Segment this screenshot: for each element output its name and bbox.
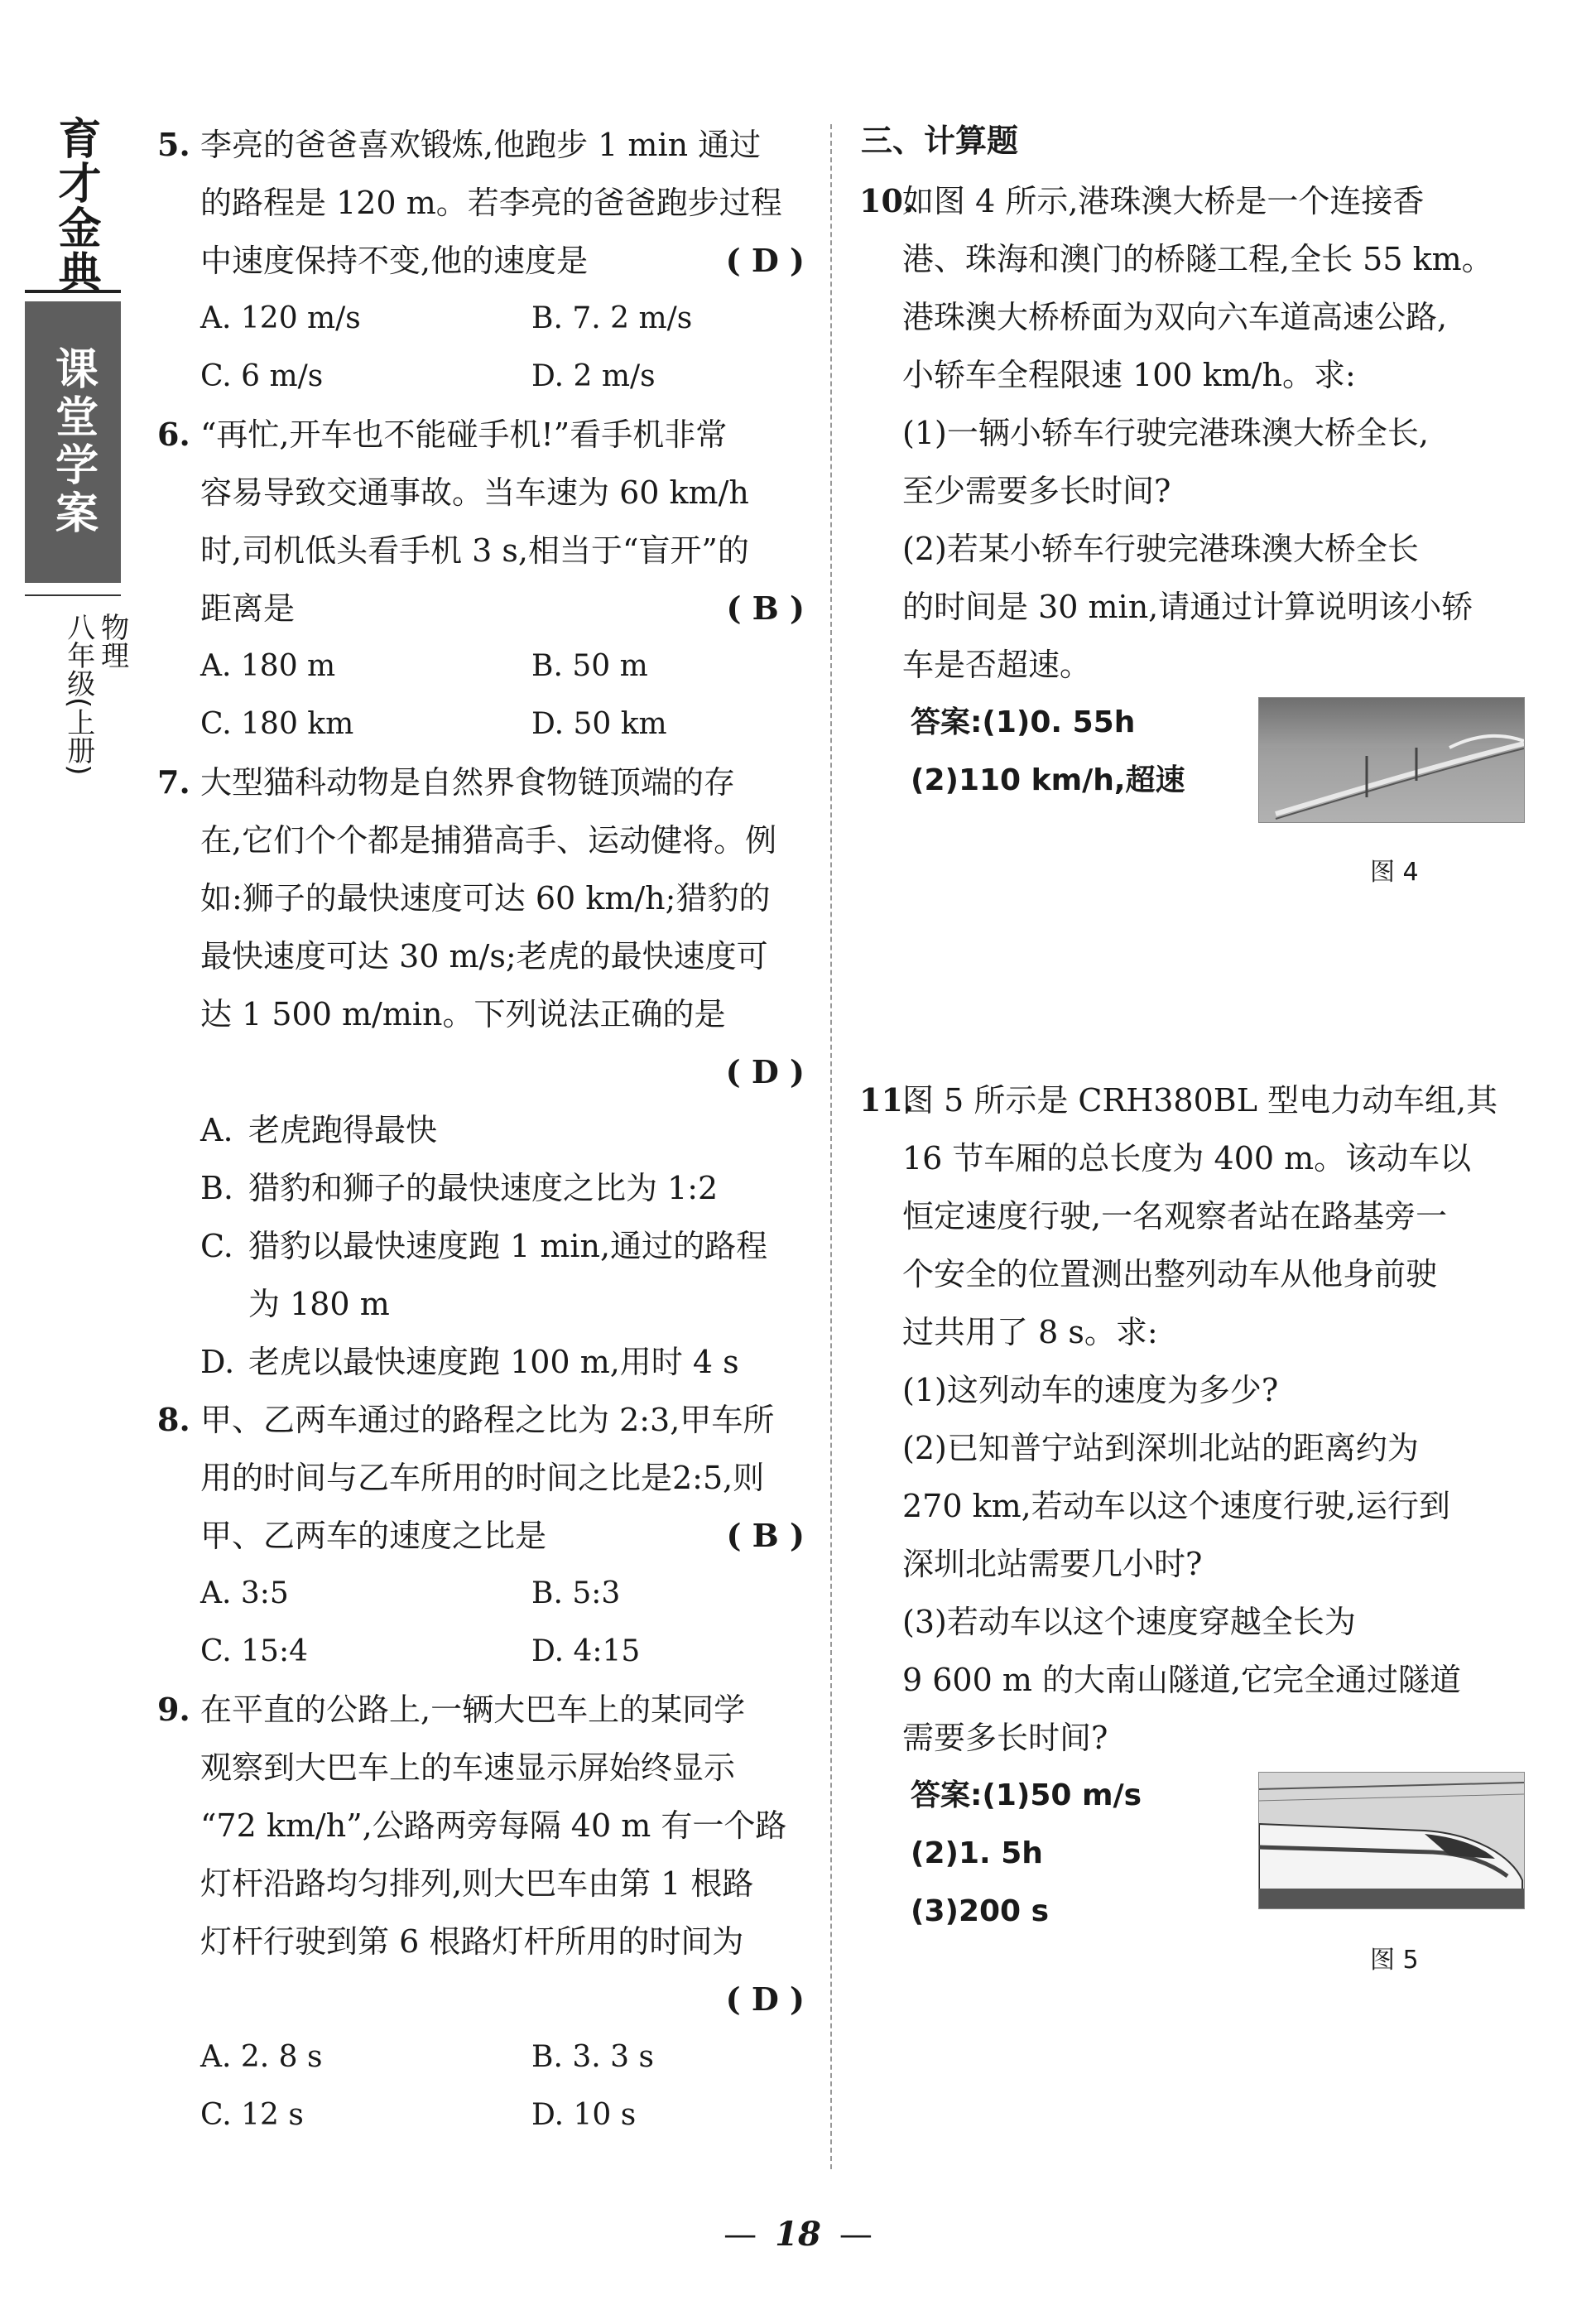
option-a: A. 120 m/s	[200, 301, 361, 335]
stem-line: 灯杆沿路均匀排列,则大巴车由第 1 根路	[200, 1865, 754, 1902]
stem-line: 港珠澳大桥桥面为双向六车道高速公路,	[902, 299, 1448, 335]
option-c: C. 15:4	[200, 1634, 308, 1668]
option-d: D. 50 km	[531, 707, 667, 741]
option-text: 老虎跑得最快	[248, 1112, 438, 1148]
sub-question: 的时间是 30 min,请通过计算说明该小轿	[902, 589, 1473, 625]
sub-question: (3)若动车以这个速度穿越全长为	[902, 1604, 1356, 1640]
option-text: 老虎以最快速度跑 100 m,用时 4 s	[248, 1344, 739, 1380]
figure-caption: 图 5	[1370, 1946, 1419, 1975]
stem-line: 个安全的位置测出整列动车从他身前驶	[902, 1256, 1438, 1292]
stem-line: 用的时间与乙车所用的时间之比是2:5,则	[200, 1460, 765, 1496]
options	[159, 290, 805, 406]
stem-line: 灯杆行驶到第 6 根路灯杆所用的时间为	[200, 1923, 744, 1960]
stem-line: 在平直的公路上,一辆大巴车上的某同学	[200, 1691, 746, 1728]
brand-divider	[25, 290, 121, 293]
options	[159, 2028, 805, 2144]
question-8	[159, 1391, 805, 1565]
brand-title: 育才金典	[50, 116, 101, 295]
option-text: 猎豹以最快速度跑 1 min,通过的路程	[248, 1228, 768, 1264]
meta-divider	[25, 594, 121, 596]
question-stem	[861, 172, 1523, 694]
question-number: 9.	[157, 1691, 190, 1728]
stem-line: 距离是	[200, 590, 296, 627]
question-stem	[159, 116, 805, 290]
question-number: 8.	[157, 1401, 190, 1438]
answer-choice: ( B )	[726, 1517, 805, 1554]
answer-line: (2)1. 5h	[911, 1836, 1043, 1870]
train-photo	[1258, 1772, 1525, 1909]
answer-choice: ( B )	[726, 589, 805, 627]
question-number: 11.	[859, 1081, 915, 1119]
option-label: D.	[200, 1344, 235, 1380]
options	[159, 638, 805, 753]
left-column	[159, 116, 805, 2144]
option-label: A.	[200, 1112, 233, 1148]
option-d: D. 10 s	[531, 2098, 637, 2132]
stem-line: “再忙,开车也不能碰手机!”看手机非常	[200, 416, 728, 453]
question-stem	[159, 1391, 805, 1565]
stem-line: 过共用了 8 s。求:	[902, 1314, 1158, 1350]
options	[159, 1565, 805, 1681]
answer-line: (3)200 s	[911, 1894, 1050, 1928]
option-label: B.	[200, 1170, 234, 1206]
options	[159, 1101, 805, 1391]
stem-line: 图 5 所示是 CRH380BL 型电力动车组,其	[902, 1082, 1498, 1119]
answer-line: 答案:(1)50 m/s	[911, 1778, 1142, 1812]
answer-line: (2)110 km/h,超速	[911, 763, 1185, 797]
sub-question: (1)这列动车的速度为多少?	[902, 1372, 1279, 1408]
option-c: C. 6 m/s	[200, 359, 324, 393]
stem-line: 在,它们个个都是捕猎高手、运动健将。例	[200, 822, 777, 859]
bridge-photo	[1258, 697, 1525, 823]
question-10	[861, 172, 1523, 694]
stem-line: 达 1 500 m/min。下列说法正确的是	[200, 996, 726, 1032]
option-a	[200, 1101, 805, 1159]
answer-line: 答案:(1)0. 55h	[911, 705, 1136, 739]
option-b	[200, 1159, 805, 1217]
answer-block	[911, 694, 1523, 901]
option-a: A. 180 m	[200, 649, 336, 683]
question-stem	[159, 406, 805, 638]
stem-line: 如:狮子的最快速度可达 60 km/h;猎豹的	[200, 880, 771, 917]
sub-question: (1)一辆小轿车行驶完港珠澳大桥全长,	[902, 415, 1429, 451]
series-label: 课堂学案	[25, 301, 121, 583]
page-number	[0, 2215, 1596, 2254]
sub-question: 270 km,若动车以这个速度行驶,运行到	[902, 1488, 1450, 1524]
stem-line: 16 节车厢的总长度为 400 m。该动车以	[902, 1140, 1472, 1177]
option-text: 为 180 m	[248, 1286, 390, 1322]
question-number: 6.	[157, 416, 190, 453]
sub-question: 需要多长时间?	[902, 1720, 1108, 1756]
section-title: 三、计算题	[861, 123, 1019, 159]
right-column	[861, 116, 1523, 1982]
question-number: 10.	[859, 182, 915, 219]
question-number: 5.	[157, 126, 190, 163]
sub-question: (2)已知普宁站到深圳北站的距离约为	[902, 1430, 1419, 1466]
option-b: B. 7. 2 m/s	[531, 301, 693, 335]
option-c	[200, 1217, 805, 1333]
sidebar	[20, 116, 127, 902]
dash: —	[723, 2216, 757, 2254]
stem-line: 容易导致交通事故。当车速为 60 km/h	[200, 474, 749, 511]
stem-line: 如图 4 所示,港珠澳大桥是一个连接香	[902, 183, 1425, 219]
question-stem	[861, 1071, 1523, 1767]
stem-line: 甲、乙两车通过的路程之比为 2:3,甲车所	[200, 1402, 775, 1438]
spacer	[861, 901, 1523, 1071]
stem-line: 甲、乙两车的速度之比是	[200, 1518, 547, 1554]
option-text: 猎豹和狮子的最快速度之比为 1:2	[248, 1170, 719, 1206]
answer-choice: ( D )	[725, 1053, 805, 1090]
sub-question: 车是否超速。	[902, 647, 1092, 683]
stem-line: 观察到大巴车上的车速显示屏始终显示	[200, 1749, 736, 1786]
stem-line: 的路程是 120 m。若李亮的爸爸跑步过程	[200, 185, 782, 221]
dash: —	[839, 2216, 873, 2254]
sub-question: (2)若某小轿车行驶完港珠澳大桥全长	[902, 531, 1419, 567]
column-divider	[830, 124, 832, 2169]
question-7	[159, 753, 805, 1101]
option-c: C. 180 km	[200, 707, 354, 741]
option-b: B. 3. 3 s	[531, 2040, 654, 2074]
option-d: D. 4:15	[531, 1634, 641, 1668]
sub-question: 至少需要多长时间?	[902, 473, 1171, 509]
subject-label: 物理	[95, 613, 129, 669]
question-number: 7.	[157, 763, 190, 801]
answer-choice: ( D )	[725, 242, 805, 279]
question-11	[861, 1071, 1523, 1767]
option-a: A. 3:5	[200, 1576, 289, 1610]
stem-line: 恒定速度行驶,一名观察者站在路基旁一	[902, 1198, 1448, 1234]
question-stem	[159, 1681, 805, 2028]
option-label: C.	[200, 1228, 233, 1264]
option-b: B. 5:3	[531, 1576, 621, 1610]
option-c: C. 12 s	[200, 2098, 304, 2132]
question-stem	[159, 753, 805, 1101]
stem-line: 中速度保持不变,他的速度是	[200, 243, 589, 279]
sub-question: 深圳北站需要几小时?	[902, 1546, 1203, 1582]
question-5	[159, 116, 805, 290]
option-d	[200, 1333, 805, 1391]
sub-question: 9 600 m 的大南山隧道,它完全通过隧道	[902, 1662, 1462, 1698]
stem-line: “72 km/h”,公路两旁每隔 40 m 有一个路	[200, 1807, 787, 1844]
answer-block	[911, 1767, 1523, 1982]
stem-line: 小轿车全程限速 100 km/h。求:	[902, 357, 1356, 393]
question-9	[159, 1681, 805, 2028]
book-meta	[61, 613, 129, 806]
stem-line: 时,司机低头看手机 3 s,相当于“盲开”的	[200, 532, 749, 569]
grade-label: 八年级(上册)	[61, 613, 95, 776]
option-d: D. 2 m/s	[531, 359, 656, 393]
stem-line: 李亮的爸爸喜欢锻炼,他跑步 1 min 通过	[200, 127, 762, 163]
option-b: B. 50 m	[531, 649, 648, 683]
option-a: A. 2. 8 s	[200, 2040, 323, 2074]
answer-choice: ( D )	[725, 1980, 805, 2018]
stem-line: 港、珠海和澳门的桥隧工程,全长 55 km。	[902, 241, 1493, 277]
figure-caption: 图 4	[1370, 858, 1419, 887]
stem-line: 最快速度可达 30 m/s;老虎的最快速度可	[200, 938, 768, 974]
stem-line: 大型猫科动物是自然界食物链顶端的存	[200, 764, 736, 801]
question-6	[159, 406, 805, 638]
page-number-value: 18	[775, 2215, 821, 2254]
